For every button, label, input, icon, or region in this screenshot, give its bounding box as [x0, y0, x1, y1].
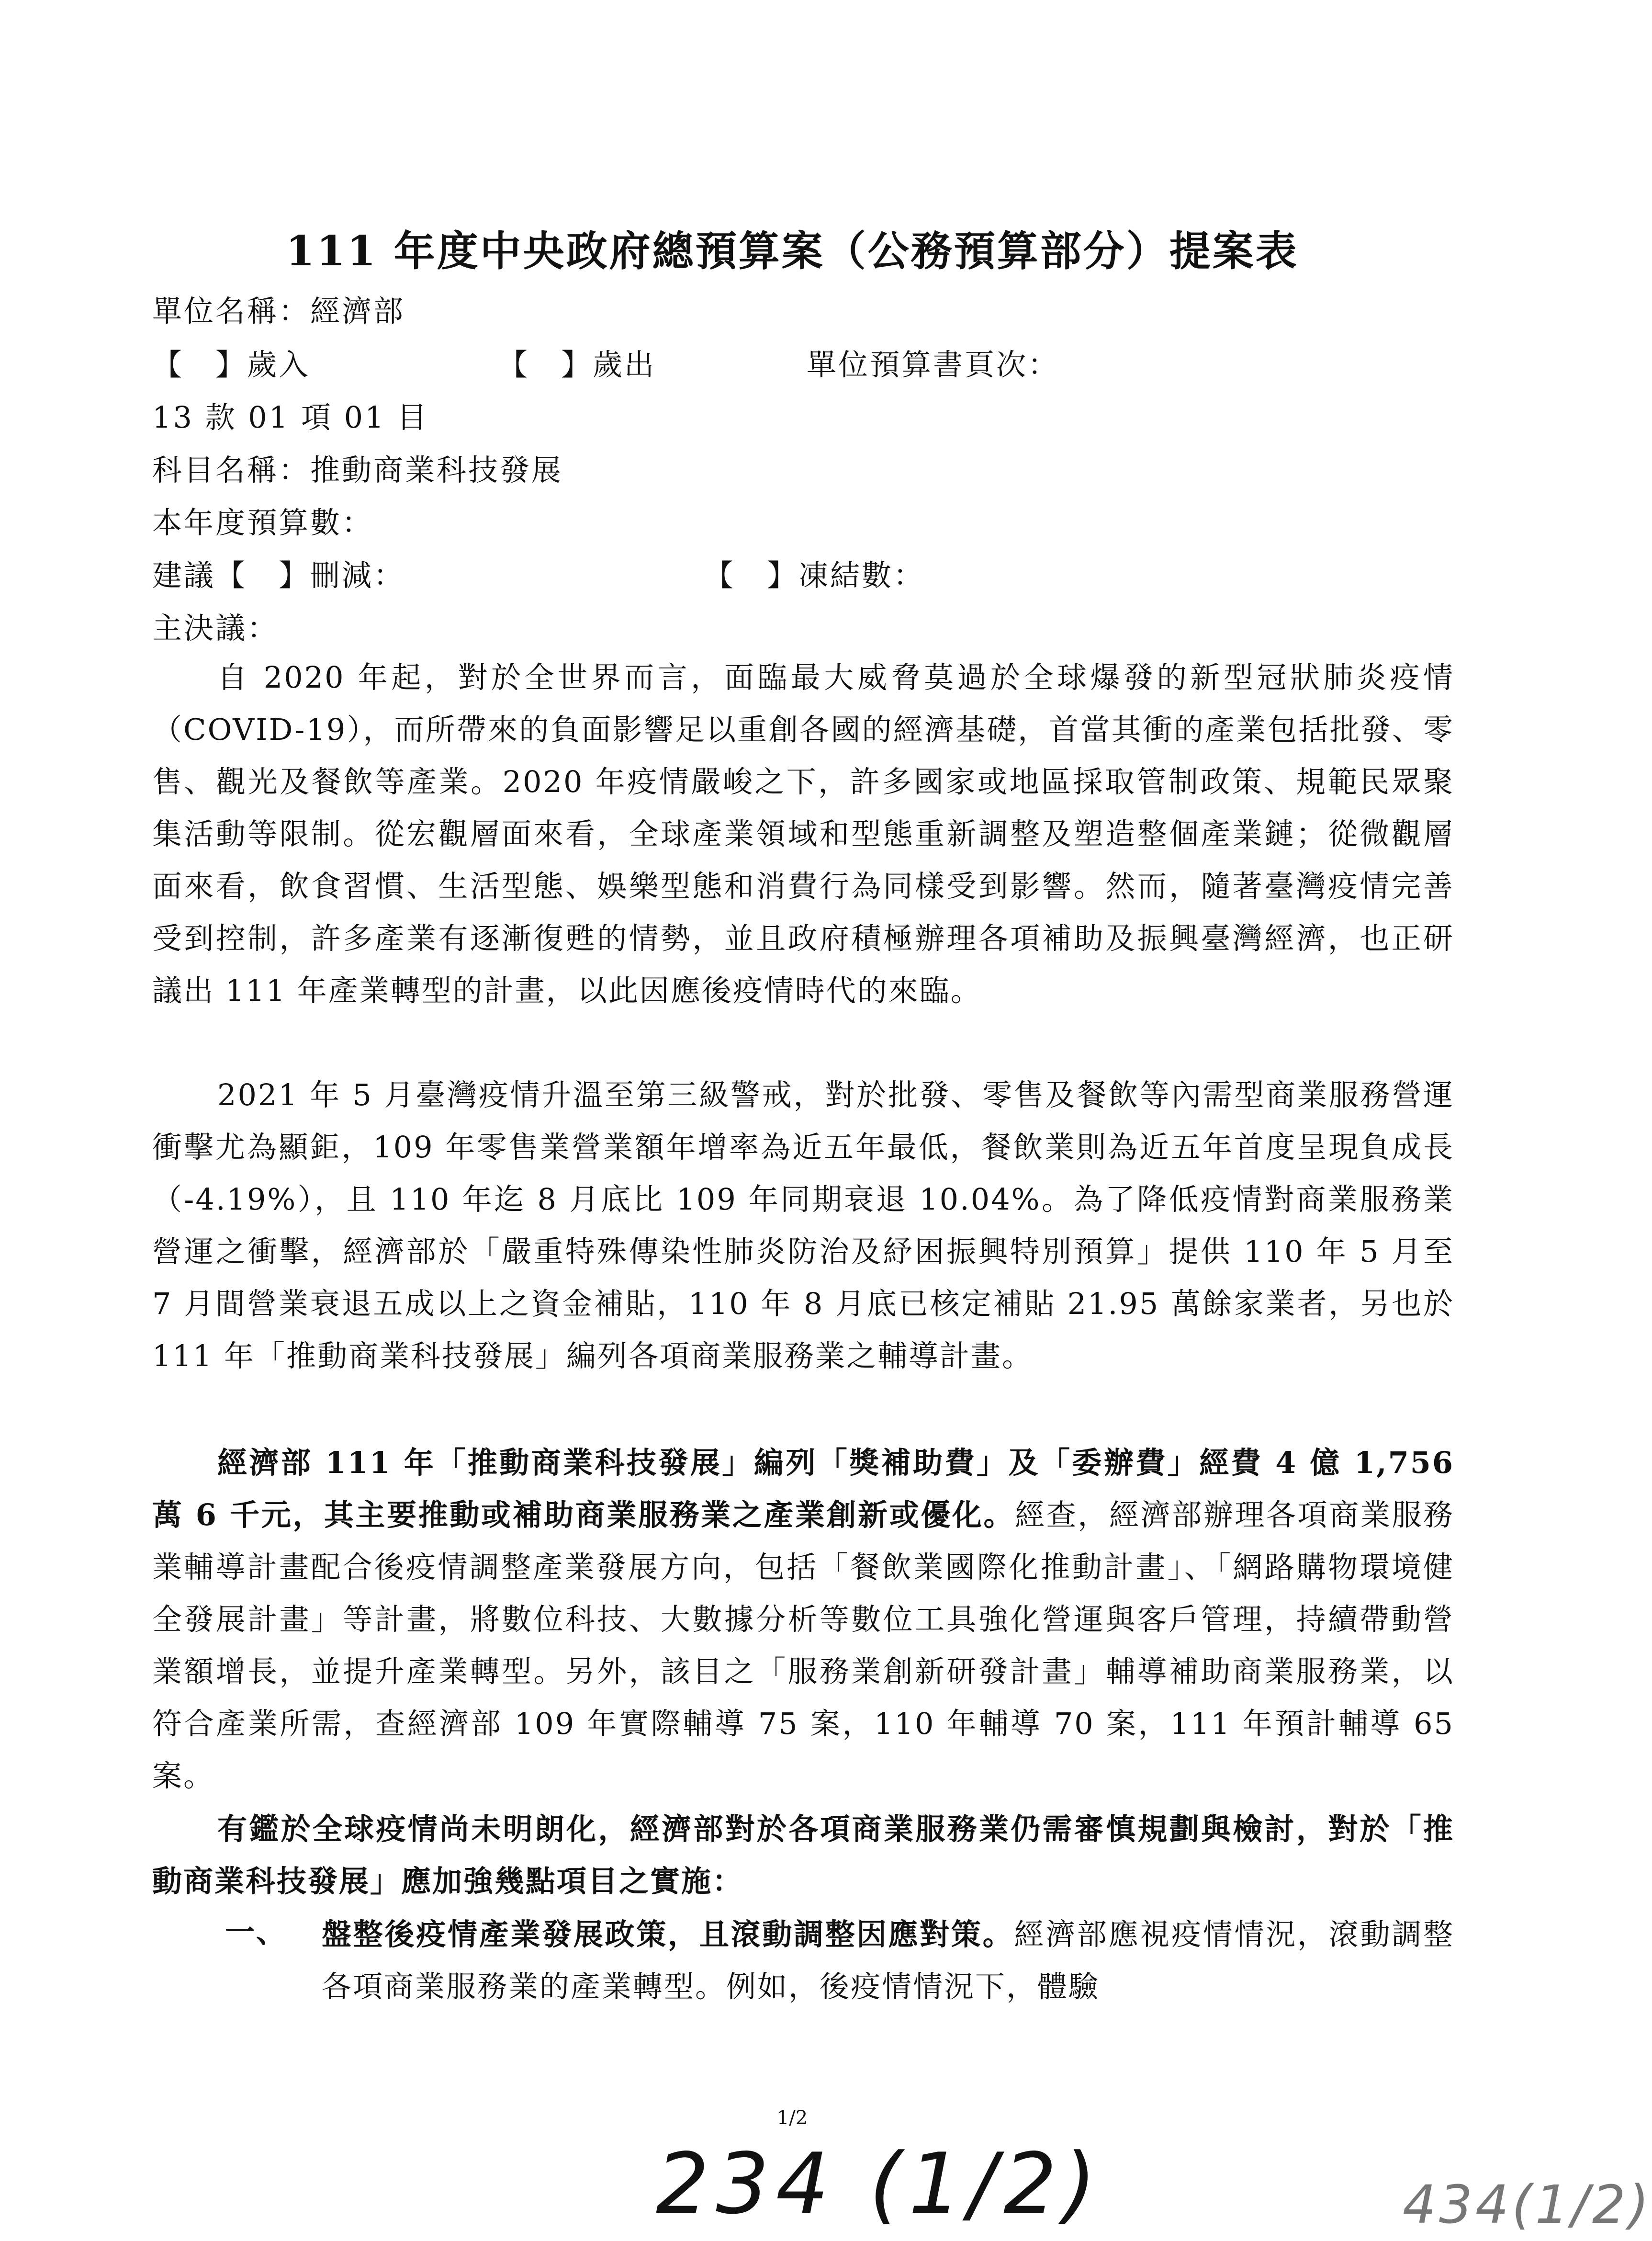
paragraph-3-bold: 經濟部 111 年「推動商業科技發展」編列「獎補助費」及「委辦費」經費 4 億 1,756 萬 6 千元，其主要推動或補助商業服務業之產業創新或優化。	[152, 1445, 1454, 1532]
expenditure-checkbox-label: 【 】歲出	[498, 347, 656, 382]
revenue-checkbox-label: 【 】歲入	[152, 347, 311, 382]
page-number: 1/2	[776, 2107, 808, 2129]
unit-name: 單位名稱：經濟部	[152, 294, 405, 328]
budget-amount-label: 本年度預算數：	[152, 505, 374, 540]
paragraph-4: 有鑑於全球疫情尚未明朗化，經濟部對於各項商業服務業仍需審慎規劃與檢討，對於「推動商業科技發展」應加強幾點項目之實施：	[152, 1811, 1454, 1899]
item-1-number: 一、	[225, 1914, 288, 1949]
item-1-text	[322, 1908, 1454, 2013]
item-1-bold: 盤整後疫情產業發展政策，且滾動調整因應對策。	[322, 1917, 1014, 1952]
paragraph-3	[152, 1437, 1454, 1802]
document-title: 111 年度中央政府總預算案（公務預算部分）提案表	[286, 227, 1299, 275]
resolution-label: 主決議：	[152, 611, 279, 645]
account-code: 13 款 01 項 01 目	[152, 400, 429, 435]
item-1-rest: 經濟部應視疫情情況，滾動調整各項商業服務業的產業轉型。例如，後疫情情況下，體驗	[322, 1917, 1454, 2004]
budget-page-label: 單位預算書頁次：	[807, 347, 1060, 382]
paragraph-1: 自 2020 年起，對於全世界而言，面臨最大威脅莫過於全球爆發的新型冠狀肺炎疫情（COVID-19），而所帶來的負面影響足以重創各國的經濟基礎，首當其衝的產業包括批發、零售、觀光及餐飲等產業。2020 年疫情嚴峻之下，許多國家或地區採取管制政策、規範民眾聚集活動等限制。從宏觀層面來看，全球產業領域和型態重新調整及塑造整個產業鏈；從微觀層面來看，飲食習慣、生活型態、娛樂型態和消費行為同樣受到影響。然而，隨著臺灣疫情完善受到控制，許多產業有逐漸復甦的情勢，並且政府積極辦理各項補助及振興臺灣經濟，也正研議出 111 年產業轉型的計畫，以此因應後疫情時代的來臨。	[152, 660, 1454, 1008]
handwritten-side-number: 434(1/2)	[1403, 2174, 1652, 2235]
handwritten-page-number: 234 (1/2)	[656, 2136, 1103, 2233]
suggest-cut-label: 建議【 】刪減：	[152, 558, 405, 593]
subject-name: 科目名稱：推動商業科技發展	[152, 453, 563, 487]
paragraph-3-rest: 經查，經濟部辦理各項商業服務業輔導計畫配合後疫情調整產業發展方向，包括「餐飲業國際化推動計畫」、「網路購物環境健全發展計畫」等計畫，將數位科技、大數據分析等數位工具強化營運與客戶管理，持續帶動營業額增長，並提升產業轉型。另外，該目之「服務業創新研發計畫」輔導補助商業服務業，以符合產業所需，查經濟部 109 年實際輔導 75 案，110 年輔導 70 案，111 年預計輔導 65 案。	[152, 1497, 1454, 1793]
paragraph-2: 2021 年 5 月臺灣疫情升溫至第三級警戒，對於批發、零售及餐飲等內需型商業服務營運衝擊尤為顯鉅，109 年零售業營業額年增率為近五年最低，餐飲業則為近五年首度呈現負成長（-4.19%），且 110 年迄 8 月底比 109 年同期衰退 10.04%。為了降低疫情對商業服務業營運之衝擊，經濟部於「嚴重特殊傳染性肺炎防治及紓困振興特別預算」提供 110 年 5 月至 7 月間營業衰退五成以上之資金補貼，110 年 8 月底已核定補貼 21.95 萬餘家業者，另也於 111 年「推動商業科技發展」編列各項商業服務業之輔導計畫。	[152, 1077, 1454, 1373]
freeze-amount-label: 【 】凍結數：	[704, 558, 925, 593]
